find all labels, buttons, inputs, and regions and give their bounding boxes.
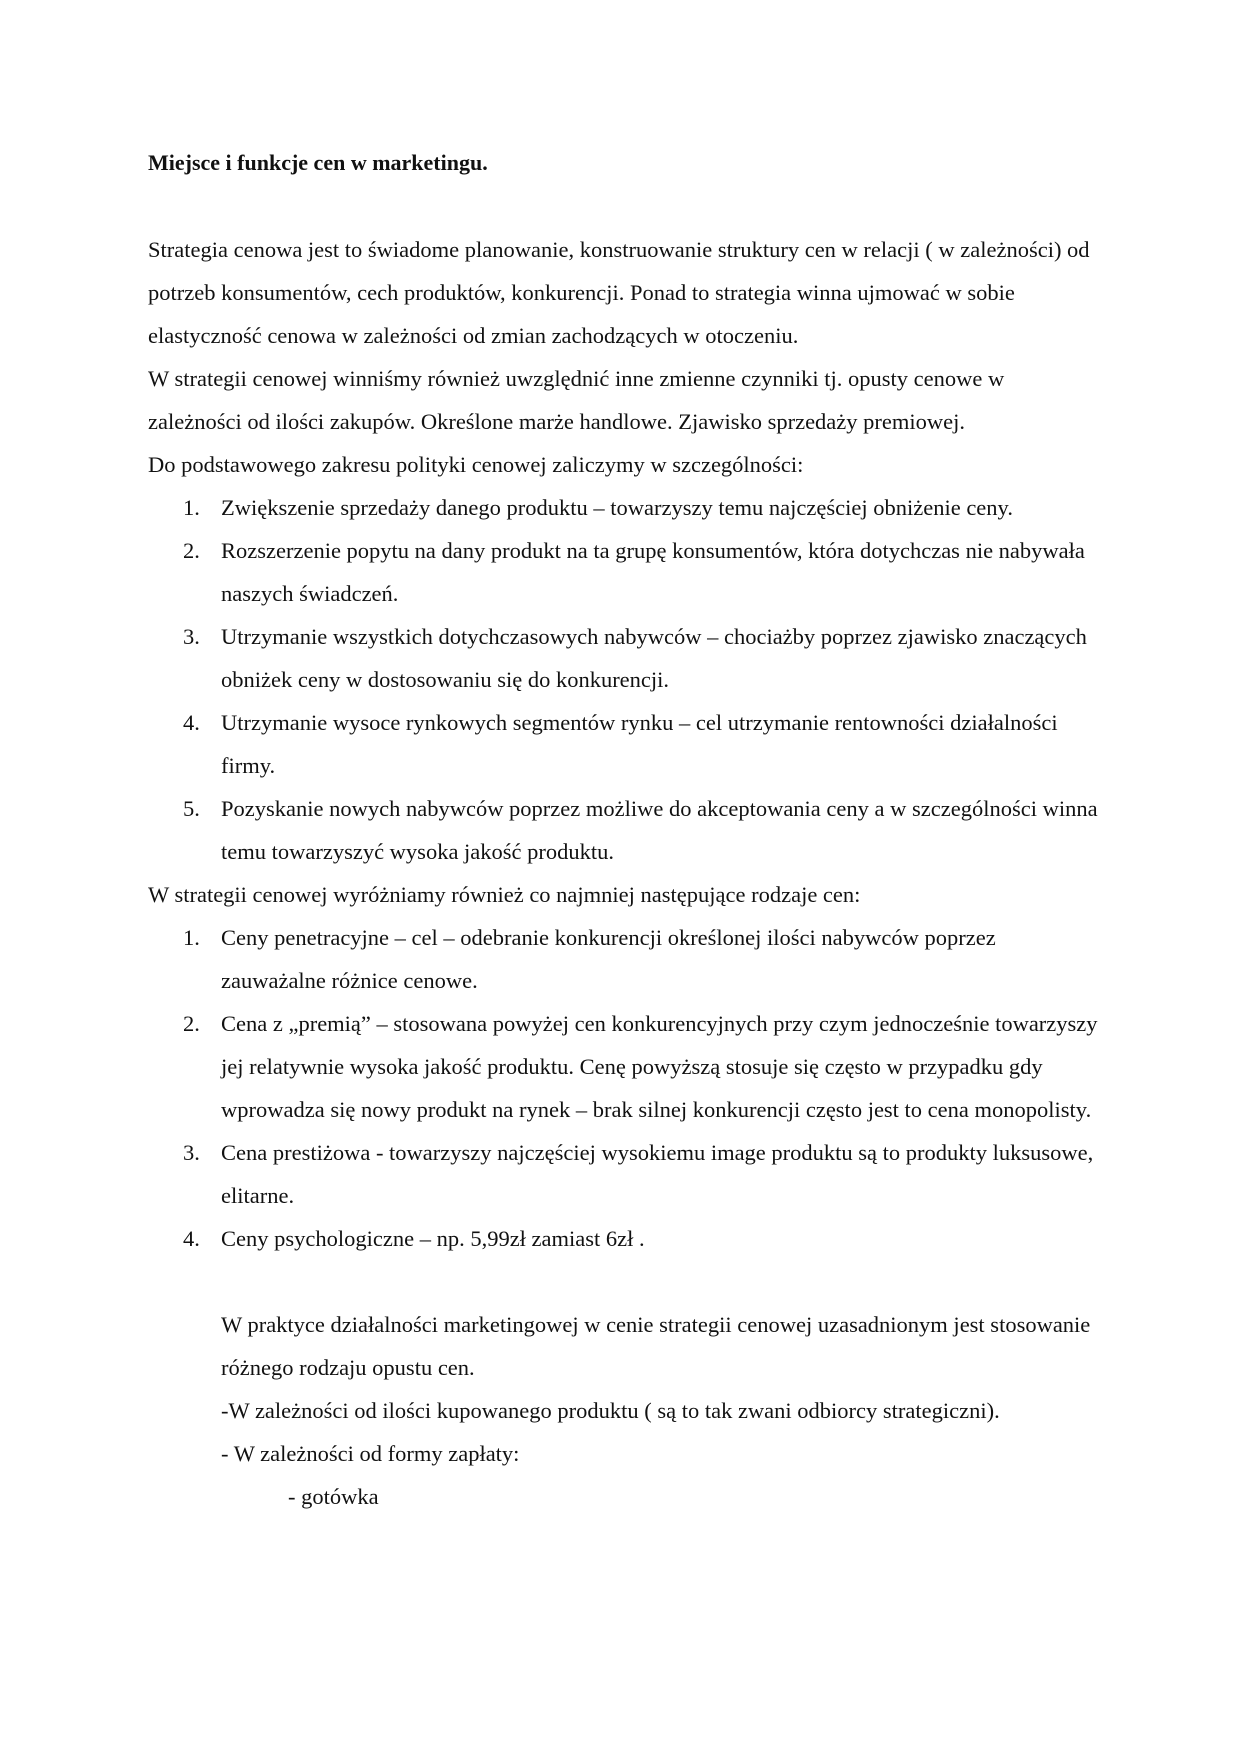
- spacer: [148, 1260, 1098, 1303]
- types-intro: W strategii cenowej wyróżniamy również co najmniej następujące rodzaje cen:: [148, 882, 861, 907]
- list-item: 1. Zwiększenie sprzedaży danego produktu – towarzyszy temu najczęściej obniżenie ceny.: [183, 495, 1013, 520]
- list-item: 5. Pozyskanie nowych nabywców poprzez możliwe do akceptowania ceny a w szczególności winna temu towarzyszyć wysoka jakość produktu.: [183, 796, 1098, 864]
- list-item: 4. Ceny psychologiczne – np. 5,99zł zamiast 6zł .: [183, 1226, 645, 1251]
- list-item: 3. Utrzymanie wszystkich dotychczasowych nabywców – chociażby poprzez zjawisko znaczących obniżek ceny w dostosowaniu się do konkurencji.: [183, 624, 1087, 692]
- list-item: 2. Cena z „premią” – stosowana powyżej cen konkurencyjnych przy czym jednocześnie towarzyszy jej relatywnie wysoka jakość produktu. Cenę powyższą stosuje się często w przypadku gdy wprowadza się nowy produkt na rynek – brak silnej konkurencji często jest to cena monopolisty.: [183, 1011, 1098, 1122]
- intro-paragraph-2: W strategii cenowej winniśmy również uwzględnić inne zmienne czynniki tj. opusty cenowe w zależności od ilości zakupów. Określone marże handlowe. Zjawisko sprzedaży premiowej.: [148, 366, 1005, 434]
- page-title: Miejsce i funkcje cen w marketingu.: [148, 150, 488, 175]
- list-item: 1. Ceny penetracyjne – cel – odebranie konkurencji określonej ilości nabywców poprzez zauważalne różnice cenowe.: [183, 925, 996, 993]
- payment-option-cash: - gotówka: [288, 1484, 379, 1509]
- practice-paragraph: W praktyce działalności marketingowej w cenie strategii cenowej uzasadnionym jest stosowanie różnego rodzaju opustu cen.: [221, 1312, 1091, 1380]
- discount-line-quantity: -W zależności od ilości kupowanego produktu ( są to tak zwani odbiorcy strategiczni).: [221, 1398, 1000, 1423]
- list-item: 4. Utrzymanie wysoce rynkowych segmentów rynku – cel utrzymanie rentowności działalności firmy.: [183, 710, 1058, 778]
- discount-line-payment: - W zależności od formy zapłaty:: [221, 1441, 520, 1466]
- policy-list: [148, 486, 1098, 873]
- list-item: 2. Rozszerzenie popytu na dany produkt na ta grupę konsumentów, która dotychczas nie nabywała naszych świadczeń.: [183, 538, 1085, 606]
- list-item: 3. Cena prestiżowa - towarzyszy najczęściej wysokiemu image produktu są to produkty luksusowe, elitarne.: [183, 1140, 1094, 1208]
- price-types-list: [148, 916, 1098, 1260]
- document-body: [148, 228, 1098, 1518]
- intro-paragraph-1: Strategia cenowa jest to świadome planowanie, konstruowanie struktury cen w relacji ( w zależności) od potrzeb konsumentów, cech produktów, konkurencji. Ponad to strategia winna ujmować w sobie elastyczność cenowa w zależności od zmian zachodzących w otoczeniu.: [148, 237, 1090, 348]
- intro-paragraph-3: Do podstawowego zakresu polityki cenowej zaliczymy w szczególności:: [148, 452, 804, 477]
